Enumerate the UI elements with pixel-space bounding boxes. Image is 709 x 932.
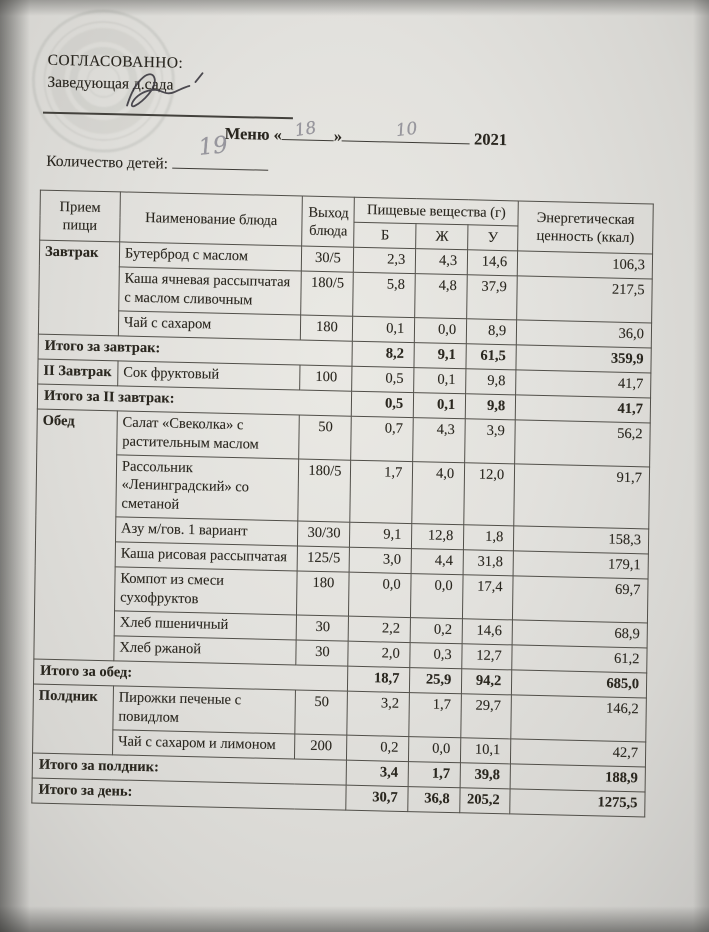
signature-scribble — [117, 65, 218, 122]
fat-cell: 1,7 — [409, 692, 462, 737]
energy-cell: 42,7 — [511, 738, 646, 766]
meal-cell: II Завтрак — [38, 359, 118, 386]
protein-cell: 2,3 — [354, 247, 416, 273]
protein-cell: 0,5 — [352, 366, 414, 392]
fat-cell: 9,1 — [414, 343, 466, 369]
protein-cell: 3,0 — [350, 547, 412, 573]
col-header-portion: Выход блюда — [302, 196, 355, 247]
portion-cell: 125/5 — [298, 546, 350, 572]
portion-cell: 180/5 — [298, 459, 351, 523]
total-label-cell: Итого за полдник: — [32, 753, 347, 785]
energy-cell: 158,3 — [514, 526, 649, 554]
col-header-meal: Прием пищи — [40, 190, 121, 242]
carbs-cell: 205,2 — [460, 787, 510, 813]
fat-cell: 0,0 — [415, 318, 467, 344]
col-header-energy: Энергетическая ценность (ккал) — [518, 201, 653, 254]
carbs-cell: 12,7 — [462, 644, 512, 670]
menu-table — [31, 190, 653, 817]
fat-cell: 4,8 — [415, 274, 468, 319]
fat-cell: 0,0 — [409, 736, 461, 762]
portion-cell: 100 — [300, 365, 352, 391]
protein-cell: 0,5 — [352, 391, 414, 417]
protein-cell: 2,0 — [348, 641, 410, 667]
carbs-cell: 12,0 — [464, 462, 515, 526]
energy-cell: 146,2 — [511, 695, 646, 742]
fat-cell: 0,3 — [410, 642, 462, 668]
carbs-cell: 39,8 — [460, 762, 510, 788]
dish-name-cell: Сок фруктовый — [118, 361, 301, 390]
fat-cell: 4,3 — [413, 418, 466, 463]
portion-cell: 180/5 — [301, 271, 354, 316]
fat-cell: 25,9 — [410, 667, 462, 693]
col-header-nutrients: Пищевые вещества (г) — [354, 197, 518, 226]
total-label-cell: Итого за день: — [32, 778, 347, 810]
dish-name-cell: Салат «Свеколка» с растительным маслом — [117, 411, 300, 459]
fat-cell: 4,4 — [411, 549, 463, 575]
menu-title-line — [224, 118, 508, 150]
energy-cell: 91,7 — [514, 464, 650, 530]
energy-cell: 217,5 — [517, 276, 652, 323]
fat-cell: 12,8 — [412, 524, 464, 550]
fat-cell: 4,3 — [416, 249, 468, 275]
protein-cell: 2,2 — [349, 616, 411, 642]
menu-day-blank — [282, 118, 334, 142]
protein-cell: 30,7 — [346, 785, 408, 811]
carbs-cell: 29,7 — [461, 694, 512, 739]
carbs-cell: 37,9 — [467, 275, 518, 320]
carbs-cell: 17,4 — [463, 575, 514, 620]
protein-cell: 0,7 — [351, 416, 413, 461]
carbs-cell: 31,8 — [463, 550, 513, 576]
protein-cell: 0,0 — [349, 572, 411, 617]
portion-cell: 180 — [301, 315, 353, 341]
fat-cell: 1,7 — [408, 761, 460, 787]
carbs-cell: 1,8 — [464, 525, 514, 551]
header-row-1 — [40, 190, 653, 229]
signature-icon — [117, 65, 218, 117]
children-count-line — [46, 132, 268, 176]
col-header-protein: Б — [354, 222, 416, 249]
dish-name-cell: Каша ячневая рассыпчатая с маслом сливочным — [119, 267, 302, 315]
dish-name-cell: Пирожки печеные с повидлом — [113, 686, 296, 734]
menu-year: 2021 — [473, 129, 508, 150]
protein-cell: 3,2 — [347, 691, 409, 736]
dish-name-cell: Компот из смеси сухофруктов — [114, 567, 297, 615]
children-count-blank — [172, 132, 268, 171]
carbs-cell: 9,8 — [465, 394, 515, 420]
energy-cell: 56,2 — [515, 420, 650, 467]
menu-word: Меню « — [224, 123, 283, 145]
dish-name-cell: Азу м/гов. 1 вариант — [115, 517, 298, 546]
carbs-cell: 8,9 — [467, 319, 517, 345]
dish-name-cell: Чай с сахаром — [118, 311, 301, 340]
meal-cell: Завтрак — [38, 240, 119, 335]
protein-cell: 3,4 — [347, 760, 409, 786]
portion-cell: 200 — [295, 734, 347, 760]
carbs-cell: 9,8 — [466, 369, 516, 395]
energy-cell: 41,7 — [516, 370, 651, 398]
fat-cell: 0,0 — [411, 574, 464, 619]
portion-cell: 30 — [296, 640, 348, 666]
fat-cell: 0,1 — [414, 368, 466, 394]
energy-cell: 179,1 — [513, 551, 648, 579]
total-label-cell: Итого за обед: — [34, 659, 349, 691]
energy-cell: 41,7 — [515, 395, 650, 423]
portion-cell: 50 — [299, 415, 352, 460]
menu-table-body — [32, 240, 653, 816]
energy-cell: 61,2 — [512, 645, 647, 673]
handwritten-month: 10 — [395, 118, 420, 142]
meal-cell: Полдник — [33, 684, 114, 754]
protein-cell: 0,1 — [353, 316, 415, 342]
col-header-dish: Наименование блюда — [120, 192, 303, 246]
energy-cell: 36,0 — [516, 320, 651, 348]
energy-cell: 68,9 — [512, 620, 647, 648]
col-header-carbs: У — [468, 225, 518, 251]
carbs-cell: 61,5 — [466, 344, 516, 370]
protein-cell: 9,1 — [350, 522, 412, 548]
protein-cell: 0,2 — [347, 735, 409, 761]
portion-cell: 50 — [295, 690, 348, 735]
portion-cell: 30 — [297, 615, 349, 641]
menu-quote-close: » — [333, 126, 343, 146]
dish-name-cell: Бутерброд с маслом — [119, 242, 302, 271]
protein-cell: 5,8 — [353, 272, 415, 317]
total-label-cell: Итого за II завтрак: — [37, 384, 352, 416]
protein-cell: 1,7 — [350, 460, 413, 524]
energy-cell: 1275,5 — [510, 788, 645, 816]
portion-cell: 30/5 — [302, 246, 354, 272]
fat-cell: 0,1 — [414, 393, 466, 419]
approved-label: СОГЛАСОВАННО: — [47, 51, 184, 72]
carbs-cell: 14,6 — [462, 619, 512, 645]
fat-cell: 0,2 — [410, 617, 462, 643]
fat-cell: 36,8 — [408, 786, 460, 812]
meal-cell: Обед — [34, 409, 117, 661]
children-label: Количество детей: — [46, 152, 169, 173]
total-label-cell: Итого за завтрак: — [38, 334, 353, 366]
handwritten-children-count: 19 — [196, 132, 229, 161]
dish-name-cell: Каша рисовая рассыпчатая — [115, 542, 298, 571]
fat-cell: 4,0 — [412, 461, 465, 525]
dish-name-cell: Хлеб пшеничный — [114, 611, 297, 640]
carbs-cell: 3,9 — [465, 419, 516, 464]
portion-cell: 180 — [297, 571, 350, 616]
carbs-cell: 10,1 — [461, 737, 511, 763]
handwritten-day: 18 — [293, 118, 319, 142]
energy-cell: 188,9 — [510, 763, 645, 791]
menu-month-blank — [342, 118, 470, 144]
protein-cell: 18,7 — [348, 666, 410, 692]
dish-name-cell: Хлеб ржаной — [114, 636, 297, 665]
portion-cell: 30/30 — [298, 521, 350, 547]
energy-cell: 69,7 — [513, 576, 648, 623]
protein-cell: 8,2 — [352, 341, 414, 367]
energy-cell: 685,0 — [512, 670, 647, 698]
energy-cell: 106,3 — [517, 251, 652, 279]
col-header-fat: Ж — [416, 224, 468, 250]
dish-name-cell: Чай с сахаром и лимоном — [112, 729, 295, 758]
energy-cell: 359,9 — [516, 345, 651, 373]
dish-name-cell: Рассольник «Ленинградский» со сметаной — [116, 455, 299, 522]
carbs-cell: 94,2 — [462, 669, 512, 695]
approver-title: Заведующая д.сада — [47, 73, 174, 94]
carbs-cell: 14,6 — [467, 250, 517, 276]
